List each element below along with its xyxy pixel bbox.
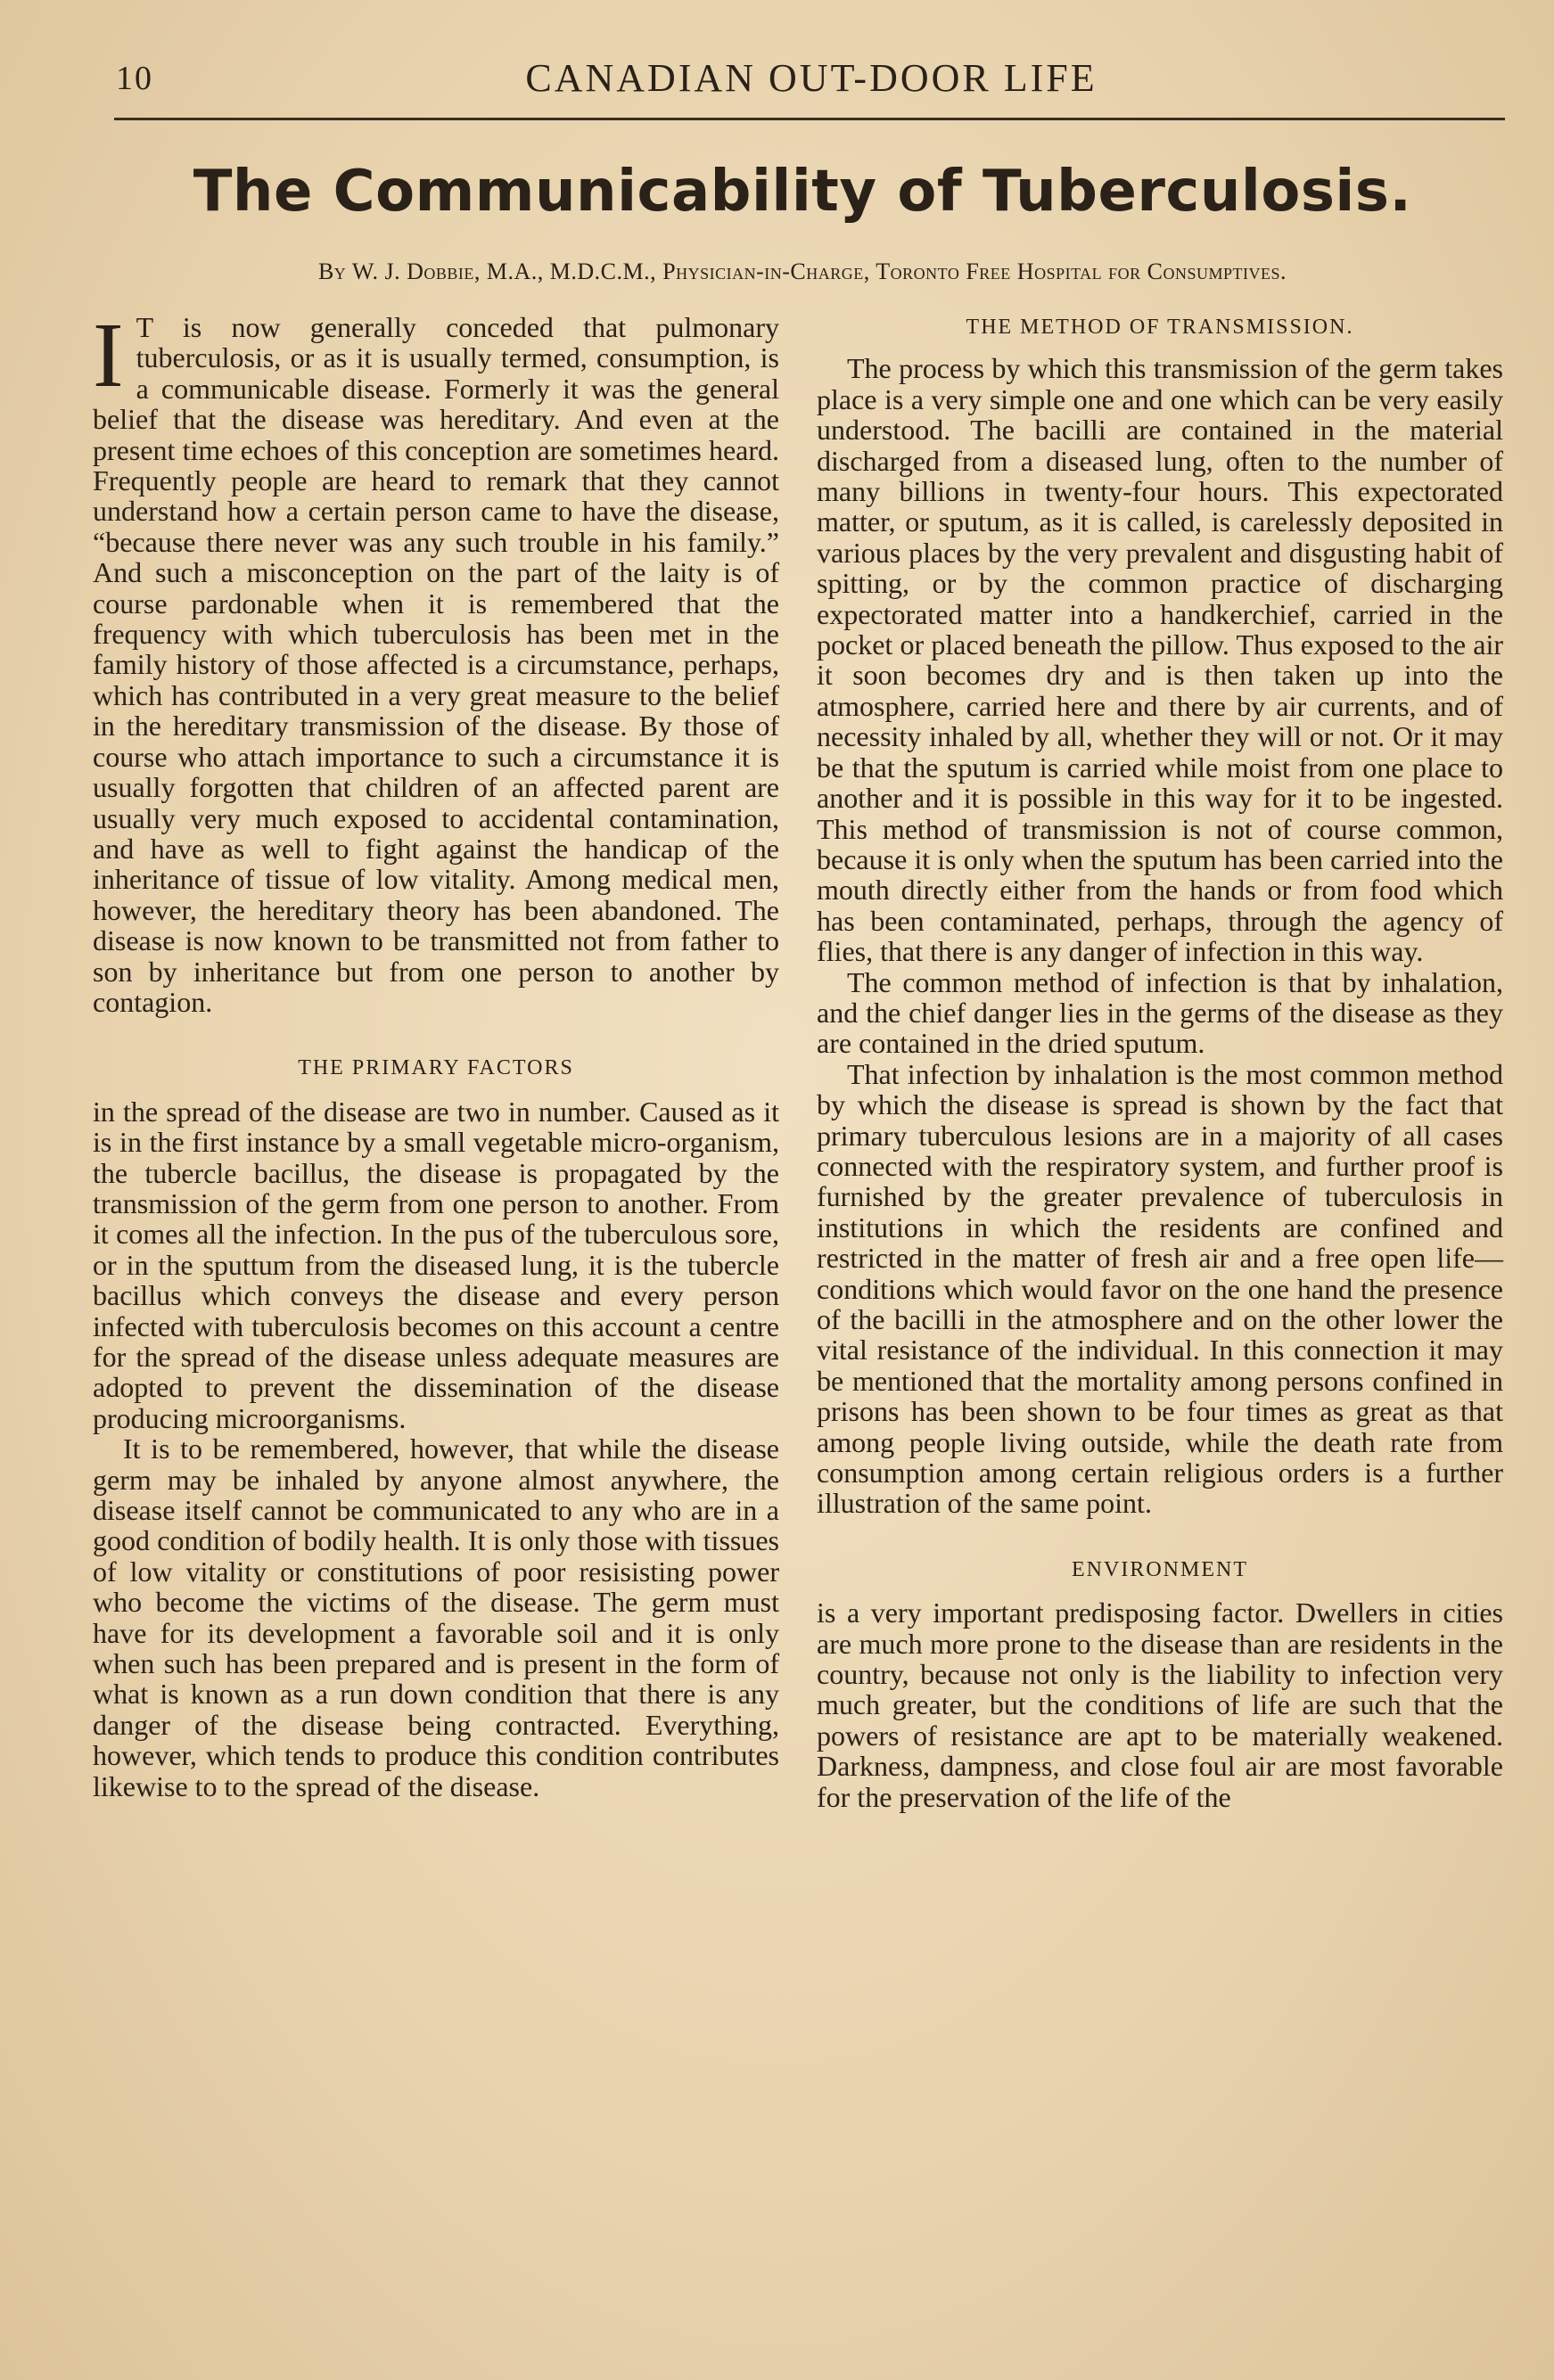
header-rule xyxy=(114,118,1505,120)
running-head xyxy=(116,55,1507,105)
drop-cap: I xyxy=(93,304,124,406)
paragraph: The common method of infection is that by inhalation, and the chief danger lies in the germs of the disease as they are contained in the dried sputum. xyxy=(817,965,1503,1060)
paragraph: The process by which this transmission of the germ takes place is a very simple one and one which can be very easily understood. The bacilli are contained in the material discharged from a diseased lung, often to the number of many billions in twenty-four hours. This expectorated matter, or sputum, as it is called, is carelessly deposited in various places by the very prevalent and disgusting habit of spitting, or by the common practice of discharging expectorated matter into a handkerchief, carried in the pocket or placed beneath the pillow. Thus exposed to the air it soon becomes dry and is then taken up into the atmosphere, carried here and there by air currents, and of necessity inhaled by all, whether they will or not. Or it may be that the sputum is carried while moist from one place to another and it is possible in this way for it to be ingested. This method of transmission is not of course common, because it is only when the sputum has been carried into the mouth directly either from the hands or from food which has been contaminated, perhaps, through the agency of flies, that there is any danger of infection in this way. xyxy=(817,352,1503,968)
section-heading-primary-factors: THE PRIMARY FACTORS xyxy=(298,1056,574,1080)
article-title: The Communicability of Tuberculosis. xyxy=(193,159,1412,225)
paragraph: in the spread of the disease are two in number. Caused as it is in the first instance by a small vegetable micro-organism, the tubercle bacillus, the disease is propagated by the transmission of the germ from one person to another. From it comes all the infection. In the pus of the tuberculous sore, or in the sputtum from the diseased lung, it is the tubercle bacillus which conveys the disease and every person infected with tuberculosis becomes on this account a centre for the spread of the disease unless adequate measures are adopted to prevent the dissemination of the disease producing microorganisms. xyxy=(93,1095,779,1434)
section-heading-method-of-transmission: THE METHOD OF TRANSMISSION. xyxy=(966,316,1354,339)
journal-title: CANADIAN OUT-DOOR LIFE xyxy=(525,56,1098,100)
left-column xyxy=(93,304,779,1802)
byline: By W. J. Dobbie, M.A., M.D.C.M., Physician-in-Charge, Toronto Free Hospital for Consumptives. xyxy=(317,259,1287,284)
right-column xyxy=(817,312,1503,1812)
intro-text: T is now generally conceded that pulmonary tuberculosis, or as it is usually termed, consumption, is a communicable disease. Formerly it was the general belief that the disease was hereditary. And even at the present time echoes of this conception are sometimes heard. Frequently people are heard to remark that they cannot understand how a certain person came to have the disease, “because there never was any such trouble in his family.” And such a misconception on the part of the laity is of course pardonable when it is remembered that the frequency with which tuberculosis has been met in the family history of those affected is a circumstance, perhaps, which has contributed in a very great measure to the belief in the hereditary transmission of the disease. By those of course who attach importance to such a circumstance it is usually forgotten that children of an affected parent are usually very much exposed to accidental contamination, and have as well to fight against the handicap of the inheritance of tissue of low vitality. Among medical men, however, the hereditary theory has been abandoned. The disease is now known to be transmitted not from father to son by inheritance but from one person to another by contagion. xyxy=(93,311,779,1018)
intro-paragraph xyxy=(93,304,779,1018)
section-heading-environment: ENVIRONMENT xyxy=(1072,1557,1248,1581)
paragraph: It is to be remembered, however, that while the disease germ may be inhaled by anyone almost anywhere, the disease itself cannot be communicated to any who are in a good condition of bodily health. It is only those with tissues of low vitality or constitutions of poor resisisting power who become the victims of the disease. The germ must have for its development a favorable soil and it is only when such has been prepared and is present in the form of what is known as a run down condition that there is any danger of the disease being contracted. Everything, however, which tends to produce this condition contributes likewise to to the spread of the disease. xyxy=(93,1432,779,1802)
paragraph: That infection by inhalation is the most common method by which the disease is spread is shown by the fact that primary tuberculous lesions are in a majority of all cases connected with the respiratory system, and further proof is furnished by the greater prevalence of tuberculosis in institutions in which the residents are confined and restricted in the matter of fresh air and a free open life— conditions which would favor on the one hand the presence of the bacilli in the atmosphere and on the other lower the vital resistance of the individual. In this connection it may be mentioned that the mortality among persons confined in prisons has been shown to be four times as great as that among people living outside, while the death rate from consumption among certain religious orders is a further illustration of the same point. xyxy=(817,1057,1503,1520)
page-number: 10 xyxy=(116,60,153,97)
paragraph: is a very important predisposing factor. Dwellers in cities are much more prone to the disease than are residents in the country, because not only is the liability to infection very much greater, but the conditions of life are such that the powers of resistance are apt to be materially weakened. Darkness, dampness, and close foul air are most favorable for the preservation of the life of the xyxy=(817,1596,1503,1813)
